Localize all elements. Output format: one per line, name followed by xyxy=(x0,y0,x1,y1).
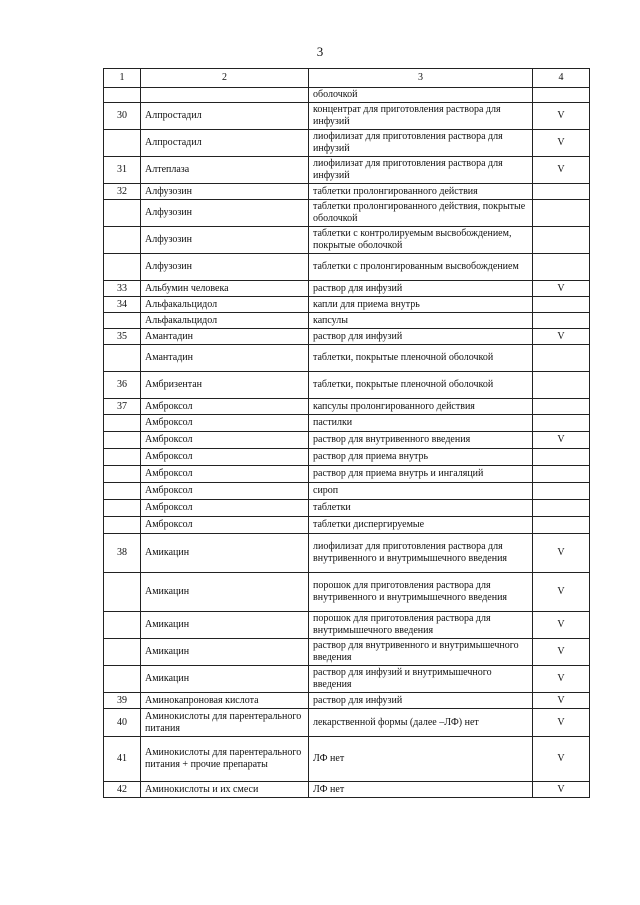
row-number: 32 xyxy=(104,184,141,200)
table-row xyxy=(104,88,590,103)
table-row xyxy=(104,709,590,737)
row-number: 40 xyxy=(104,709,141,737)
list-mark: V xyxy=(533,709,590,737)
dosage-form: раствор для инфузий xyxy=(309,693,533,709)
drug-name: Аминокапроновая кислота xyxy=(141,693,309,709)
table-row xyxy=(104,313,590,329)
drug-name: Алфузозин xyxy=(141,200,309,227)
dosage-form: раствор для инфузий xyxy=(309,329,533,345)
dosage-form: пастилки xyxy=(309,415,533,432)
dosage-form: таблетки с контролируемым высвобождением, покрытые оболочкой xyxy=(309,227,533,254)
table-row xyxy=(104,227,590,254)
list-mark: V xyxy=(533,103,590,130)
drug-name: Амикацин xyxy=(141,573,309,612)
row-number xyxy=(104,483,141,500)
list-mark: V xyxy=(533,329,590,345)
list-mark xyxy=(533,372,590,399)
list-mark xyxy=(533,227,590,254)
drug-table xyxy=(103,68,590,798)
list-mark xyxy=(533,254,590,281)
dosage-form: капсулы пролонгированного действия xyxy=(309,399,533,415)
list-mark: V xyxy=(533,281,590,297)
table-row xyxy=(104,466,590,483)
list-mark xyxy=(533,399,590,415)
dosage-form: таблетки xyxy=(309,500,533,517)
row-number xyxy=(104,666,141,693)
drug-name: Амброксол xyxy=(141,399,309,415)
row-number: 34 xyxy=(104,297,141,313)
header-cell: 3 xyxy=(309,69,533,88)
drug-name: Алтеплаза xyxy=(141,157,309,184)
list-mark xyxy=(533,184,590,200)
table-row xyxy=(104,517,590,534)
dosage-form: ЛФ нет xyxy=(309,782,533,798)
drug-name: Амбризентан xyxy=(141,372,309,399)
table-row xyxy=(104,200,590,227)
drug-name: Аминокислоты для парентерального питания + прочие препараты xyxy=(141,737,309,782)
header-cell: 4 xyxy=(533,69,590,88)
list-mark xyxy=(533,313,590,329)
row-number: 36 xyxy=(104,372,141,399)
table-row xyxy=(104,666,590,693)
drug-name: Амантадин xyxy=(141,345,309,372)
dosage-form: раствор для внутривенного введения xyxy=(309,432,533,449)
row-number xyxy=(104,466,141,483)
table-row xyxy=(104,372,590,399)
table-row xyxy=(104,483,590,500)
row-number xyxy=(104,200,141,227)
row-number xyxy=(104,449,141,466)
table-row xyxy=(104,534,590,573)
drug-name: Амикацин xyxy=(141,612,309,639)
table-row xyxy=(104,399,590,415)
drug-name: Альбумин человека xyxy=(141,281,309,297)
table-row xyxy=(104,103,590,130)
dosage-form: таблетки пролонгированного действия, покрытые оболочкой xyxy=(309,200,533,227)
table-row xyxy=(104,782,590,798)
row-number xyxy=(104,573,141,612)
table-row xyxy=(104,449,590,466)
list-mark: V xyxy=(533,432,590,449)
dosage-form: таблетки, покрытые пленочной оболочкой xyxy=(309,372,533,399)
list-mark xyxy=(533,345,590,372)
drug-name: Алфузозин xyxy=(141,227,309,254)
row-number: 38 xyxy=(104,534,141,573)
table-row xyxy=(104,693,590,709)
list-mark: V xyxy=(533,130,590,157)
row-number xyxy=(104,227,141,254)
table-row xyxy=(104,157,590,184)
dosage-form: порошок для приготовления раствора для внутривенного и внутримышечного введения xyxy=(309,573,533,612)
table-row xyxy=(104,612,590,639)
list-mark: V xyxy=(533,639,590,666)
drug-name: Аминокислоты для парентерального питания xyxy=(141,709,309,737)
list-mark: V xyxy=(533,666,590,693)
drug-table-body xyxy=(104,69,590,798)
row-number: 30 xyxy=(104,103,141,130)
drug-name: Амброксол xyxy=(141,432,309,449)
row-number: 35 xyxy=(104,329,141,345)
row-number xyxy=(104,88,141,103)
dosage-form: таблетки, покрытые пленочной оболочкой xyxy=(309,345,533,372)
row-number xyxy=(104,345,141,372)
list-mark: V xyxy=(533,612,590,639)
dosage-form: концентрат для приготовления раствора для инфузий xyxy=(309,103,533,130)
drug-name: Алпростадил xyxy=(141,103,309,130)
dosage-form: сироп xyxy=(309,483,533,500)
table-row xyxy=(104,737,590,782)
table-row xyxy=(104,500,590,517)
row-number xyxy=(104,517,141,534)
page-number: 3 xyxy=(316,44,324,59)
dosage-form: таблетки диспергируемые xyxy=(309,517,533,534)
header-cell: 2 xyxy=(141,69,309,88)
list-mark xyxy=(533,88,590,103)
drug-name: Амикацин xyxy=(141,639,309,666)
list-mark: V xyxy=(533,737,590,782)
row-number xyxy=(104,313,141,329)
row-number xyxy=(104,500,141,517)
list-mark: V xyxy=(533,573,590,612)
drug-name: Алпростадил xyxy=(141,130,309,157)
drug-name: Амброксол xyxy=(141,415,309,432)
list-mark xyxy=(533,449,590,466)
table-row xyxy=(104,254,590,281)
drug-name: Алфузозин xyxy=(141,184,309,200)
dosage-form: ЛФ нет xyxy=(309,737,533,782)
drug-name: Амброксол xyxy=(141,466,309,483)
row-number xyxy=(104,612,141,639)
drug-name: Амброксол xyxy=(141,500,309,517)
dosage-form: раствор для внутривенного и внутримышечного введения xyxy=(309,639,533,666)
dosage-form: лекарственной формы (далее –ЛФ) нет xyxy=(309,709,533,737)
table-header-row xyxy=(104,69,590,88)
row-number xyxy=(104,432,141,449)
row-number xyxy=(104,130,141,157)
row-number xyxy=(104,639,141,666)
table-row xyxy=(104,345,590,372)
row-number xyxy=(104,415,141,432)
row-number: 31 xyxy=(104,157,141,184)
table-row xyxy=(104,432,590,449)
dosage-form: лиофилизат для приготовления раствора для внутривенного и внутримышечного введения xyxy=(309,534,533,573)
drug-name: Аминокислоты и их смеси xyxy=(141,782,309,798)
list-mark: V xyxy=(533,534,590,573)
drug-name: Амброксол xyxy=(141,483,309,500)
list-mark xyxy=(533,500,590,517)
dosage-form: капсулы xyxy=(309,313,533,329)
list-mark xyxy=(533,517,590,534)
list-mark xyxy=(533,297,590,313)
drug-name: Амантадин xyxy=(141,329,309,345)
list-mark xyxy=(533,466,590,483)
table-row xyxy=(104,415,590,432)
dosage-form: лиофилизат для приготовления раствора для инфузий xyxy=(309,130,533,157)
row-number: 41 xyxy=(104,737,141,782)
dosage-form: таблетки с пролонгированным высвобождением xyxy=(309,254,533,281)
row-number xyxy=(104,254,141,281)
dosage-form: таблетки пролонгированного действия xyxy=(309,184,533,200)
list-mark xyxy=(533,415,590,432)
dosage-form: раствор для приема внутрь xyxy=(309,449,533,466)
dosage-form: раствор для приема внутрь и ингаляций xyxy=(309,466,533,483)
dosage-form: лиофилизат для приготовления раствора для инфузий xyxy=(309,157,533,184)
list-mark: V xyxy=(533,157,590,184)
table-row xyxy=(104,184,590,200)
drug-name xyxy=(141,88,309,103)
dosage-form: оболочкой xyxy=(309,88,533,103)
dosage-form: порошок для приготовления раствора для внутримышечного введения xyxy=(309,612,533,639)
table-row xyxy=(104,573,590,612)
drug-name: Алфузозин xyxy=(141,254,309,281)
list-mark: V xyxy=(533,782,590,798)
row-number: 39 xyxy=(104,693,141,709)
list-mark xyxy=(533,483,590,500)
list-mark xyxy=(533,200,590,227)
dosage-form: раствор для инфузий xyxy=(309,281,533,297)
list-mark: V xyxy=(533,693,590,709)
row-number: 33 xyxy=(104,281,141,297)
table-row xyxy=(104,281,590,297)
dosage-form: капли для приема внутрь xyxy=(309,297,533,313)
drug-name: Амикацин xyxy=(141,534,309,573)
drug-name: Альфакальцидол xyxy=(141,313,309,329)
header-cell: 1 xyxy=(104,69,141,88)
drug-name: Амикацин xyxy=(141,666,309,693)
drug-name: Амброксол xyxy=(141,449,309,466)
row-number: 37 xyxy=(104,399,141,415)
table-row xyxy=(104,329,590,345)
table-row xyxy=(104,130,590,157)
table-row xyxy=(104,639,590,666)
drug-name: Амброксол xyxy=(141,517,309,534)
row-number: 42 xyxy=(104,782,141,798)
dosage-form: раствор для инфузий и внутримышечного введения xyxy=(309,666,533,693)
drug-name: Альфакальцидол xyxy=(141,297,309,313)
table-row xyxy=(104,297,590,313)
